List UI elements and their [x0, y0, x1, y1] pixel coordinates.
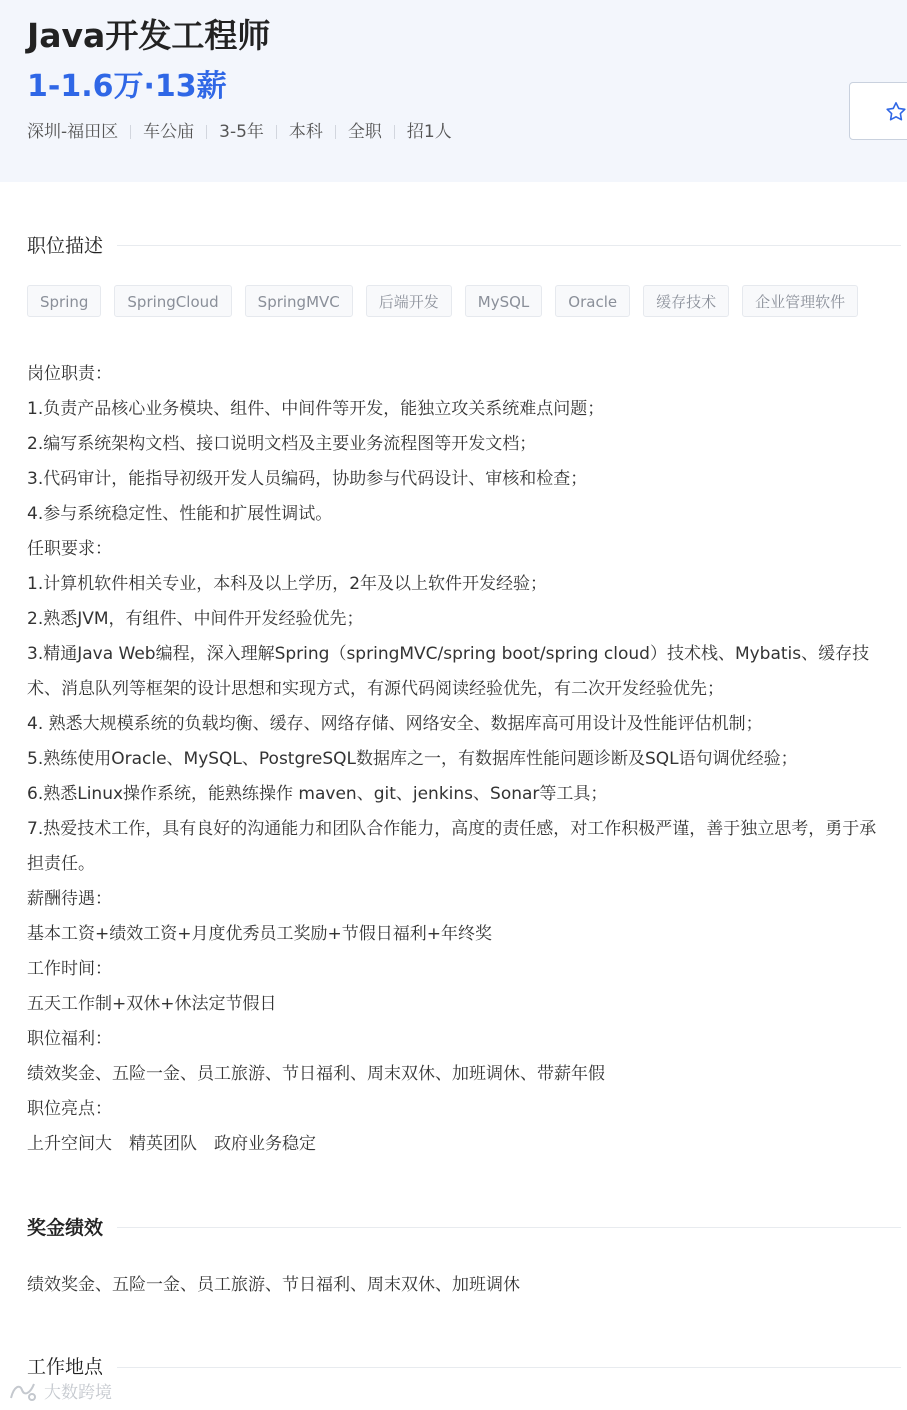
skill-tags	[27, 285, 871, 317]
description-line: 术、消息队列等框架的设计思想和实现方式，有源代码阅读经验优先，有二次开发经验优先；	[27, 679, 724, 699]
skill-tag: SpringMVC	[245, 285, 353, 317]
description-line: 岗位职责：	[27, 364, 112, 384]
description-line: 担责任。	[27, 854, 95, 874]
star-icon	[884, 100, 907, 124]
meta-area: 车公庙	[143, 122, 195, 142]
description-line: 上升空间大 精英团队 政府业务稳定	[27, 1134, 316, 1154]
meta-divider	[206, 125, 207, 139]
description-line: 3.代码审计，能指导初级开发人员编码，协助参与代码设计、审核和检查；	[27, 469, 588, 489]
description-line: 1.计算机软件相关专业，本科及以上学历，2年及以上软件开发经验；	[27, 574, 548, 594]
section-title-location: 工作地点	[27, 1353, 117, 1381]
meta-divider	[394, 125, 395, 139]
description-line: 4. 熟悉大规模系统的负载均衡、缓存、网络存储、网络安全、数据库高可用设计及性能评估机制；	[27, 714, 763, 734]
description-line: 5.熟练使用Oracle、MySQL、PostgreSQL数据库之一，有数据库性能问题诊断及SQL语句调优经验；	[27, 749, 798, 769]
description-line: 薪酬待遇：	[27, 889, 112, 909]
job-description	[27, 357, 901, 1162]
meta-divider	[276, 125, 277, 139]
description-line: 2.编写系统架构文档、接口说明文档及主要业务流程图等开发文档；	[27, 434, 537, 454]
skill-tag: 后端开发	[366, 285, 452, 317]
watermark-logo-icon	[8, 1380, 38, 1402]
meta-divider	[335, 125, 336, 139]
description-line: 职位福利：	[27, 1029, 112, 1049]
meta-divider	[130, 125, 131, 139]
section-title-description: 职位描述	[27, 232, 117, 260]
salary-text: 1-1.6万·13薪	[27, 69, 227, 104]
description-line: 7.热爱技术工作，具有良好的沟通能力和团队合作能力，高度的责任感，对工作积极严谨，善于独立思考，勇于承	[27, 819, 877, 839]
description-line: 1.负责产品核心业务模块、组件、中间件等开发，能独立攻关系统难点问题；	[27, 399, 605, 419]
watermark	[8, 1378, 112, 1403]
meta-education: 本科	[288, 122, 323, 142]
job-title: Java开发工程师	[27, 16, 271, 55]
description-line: 3.精通Java Web编程，深入理解Spring（springMVC/spring boot/spring cloud）技术栈、Mybatis、缓存技	[27, 644, 870, 664]
watermark-text: 大数跨境	[44, 1383, 112, 1403]
description-line: 五天工作制+双休+休法定节假日	[27, 994, 277, 1014]
description-line: 职位亮点：	[27, 1099, 112, 1119]
skill-tag: Oracle	[555, 285, 630, 317]
description-line: 2.熟悉JVM，有组件、中间件开发经验优先；	[27, 609, 364, 629]
skill-tag: Spring	[27, 285, 101, 317]
section-title-bonus: 奖金绩效	[27, 1214, 117, 1242]
bonus-text: 绩效奖金、五险一金、员工旅游、节日福利、周末双休、加班调休	[27, 1275, 520, 1295]
description-line: 基本工资+绩效工资+月度优秀员工奖励+节假日福利+年终奖	[27, 924, 492, 944]
job-header	[0, 0, 907, 182]
meta-location: 深圳-福田区	[27, 122, 119, 142]
description-line: 4.参与系统稳定性、性能和扩展性调试。	[27, 504, 333, 524]
job-meta	[27, 118, 452, 146]
section-divider	[27, 245, 901, 246]
description-line: 工作时间：	[27, 959, 112, 979]
meta-headcount: 招1人	[406, 122, 452, 142]
section-divider	[27, 1367, 901, 1368]
section-divider	[27, 1227, 901, 1228]
meta-job-type: 全职	[347, 122, 382, 142]
skill-tag: 缓存技术	[643, 285, 729, 317]
description-line: 6.熟悉Linux操作系统，能熟练操作 maven、git、jenkins、Sonar等工具；	[27, 784, 608, 804]
skill-tag: MySQL	[465, 285, 543, 317]
meta-experience: 3-5年	[219, 122, 264, 142]
description-line: 绩效奖金、五险一金、员工旅游、节日福利、周末双休、加班调休、带薪年假	[27, 1064, 605, 1084]
skill-tag: 企业管理软件	[742, 285, 858, 317]
skill-tag: SpringCloud	[114, 285, 231, 317]
favorite-button[interactable]	[849, 82, 907, 140]
description-line: 任职要求：	[27, 539, 112, 559]
